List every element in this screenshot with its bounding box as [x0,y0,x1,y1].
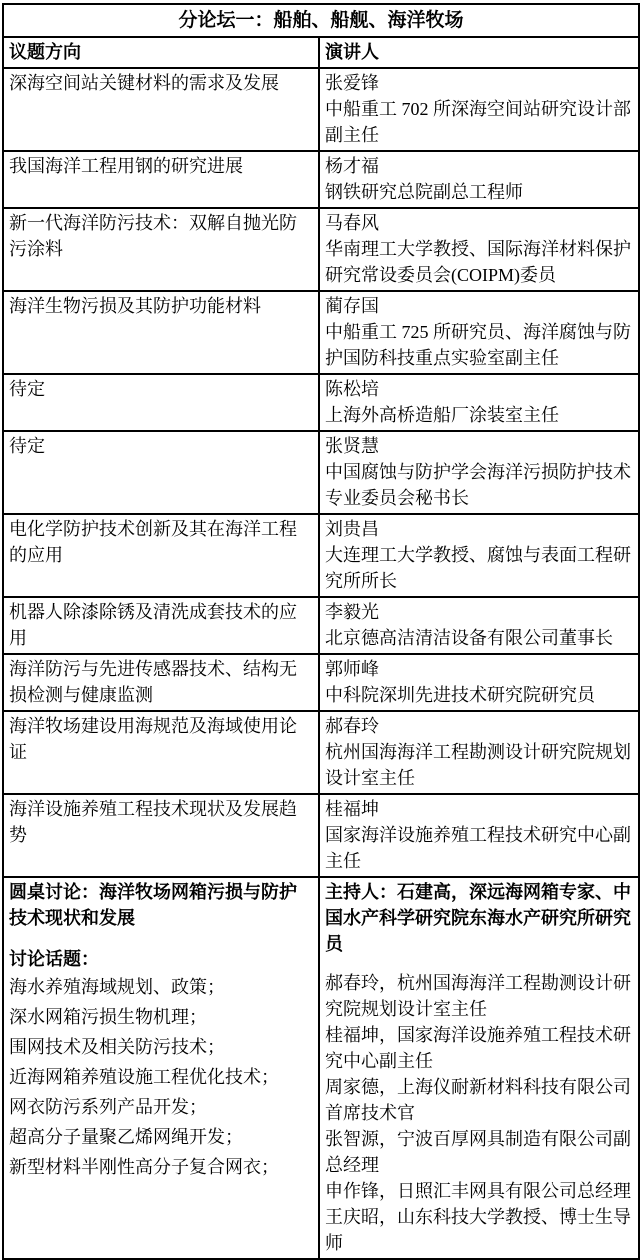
speaker-cell [319,654,639,711]
speaker-name: 张爱锋 [325,73,379,93]
discussion-topic-item: 海水养殖海域规划、政策； [9,977,225,997]
speaker-cell [319,794,639,877]
topic-cell: 海洋生物污损及其防护功能材料 [3,291,319,374]
discussion-topic-item: 新型材料半刚性高分子复合网衣； [9,1157,279,1177]
speaker-cell [319,711,639,794]
speaker-cell [319,374,639,431]
discussion-topic-item: 网衣防污系列产品开发； [9,1097,207,1117]
table-title: 分论坛一：船舶、船舰、海洋牧场 [3,4,639,37]
table-row [3,208,639,291]
speaker-name: 桂福坤 [325,799,379,819]
speaker-name: 张贤慧 [325,436,379,456]
table-row [3,151,639,208]
speaker-cell [319,151,639,208]
speaker-name: 马春风 [325,213,379,233]
topic-cell: 新一代海洋防污技术：双解自抛光防污涂料 [3,208,319,291]
roundtable-title: 圆桌讨论：海洋牧场网箱污损与防护技术现状和发展 [9,882,297,928]
speaker-cell [319,514,639,597]
roundtable-row [3,877,639,1259]
speaker-cell [319,597,639,654]
table-row [3,291,639,374]
speaker-name: 陈松培 [325,379,379,399]
speaker-affiliation: 钢铁研究总院副总工程师 [325,182,523,202]
speaker-affiliation: 中科院深圳先进技术研究院研究员 [325,685,595,705]
table-row [3,597,639,654]
table-row [3,374,639,431]
forum-schedule-table [2,3,640,1260]
table-row [3,68,639,151]
speaker-cell [319,208,639,291]
topic-cell: 海洋设施养殖工程技术现状及发展趋势 [3,794,319,877]
speaker-affiliation: 大连理工大学教授、腐蚀与表面工程研究所所长 [325,545,631,591]
speaker-cell [319,291,639,374]
speaker-affiliation: 国家海洋设施养殖工程技术研究中心副主任 [325,825,631,871]
roundtable-speaker-cell [319,877,639,1259]
table-row [3,514,639,597]
speaker-cell [319,68,639,151]
roundtable-panelist: 郝春玲，杭州国海海洋工程勘测设计研究院规划设计室主任 [325,973,631,1019]
column-header-topic: 议题方向 [3,37,319,68]
topic-cell: 待定 [3,374,319,431]
discussion-topic-item: 围网技术及相关防污技术； [9,1037,225,1057]
roundtable-panelist: 张智源，宁波百厚网具制造有限公司副总经理 [325,1129,631,1175]
discussion-topic-item: 深水网箱污损生物机理； [9,1007,207,1027]
speaker-affiliation: 中船重工 702 所深海空间站研究设计部副主任 [325,99,631,145]
speaker-name: 郝春玲 [325,716,379,736]
table-row [3,711,639,794]
roundtable-panelist: 周家德，上海仪耐新材料科技有限公司首席技术官 [325,1077,631,1123]
roundtable-panelist: 王庆昭，山东科技大学教授、博士生导师 [325,1207,631,1253]
speaker-name: 杨才福 [325,156,379,176]
speaker-affiliation: 杭州国海海洋工程勘测设计研究院规划设计室主任 [325,742,631,788]
speaker-affiliation: 中船重工 725 所研究员、海洋腐蚀与防护国防科技重点实验室副主任 [325,322,631,368]
table-row [3,654,639,711]
discussion-topic-item: 超高分子量聚乙烯网绳开发； [9,1127,243,1147]
speaker-name: 刘贵昌 [325,519,379,539]
table-row [3,794,639,877]
roundtable-moderator: 主持人：石建高，深远海网箱专家、中国水产科学研究院东海水产研究所研究员 [325,882,631,954]
speaker-name: 蔺存国 [325,296,379,316]
speaker-name: 郭师峰 [325,659,379,679]
roundtable-topic-cell [3,877,319,1259]
topic-cell: 电化学防护技术创新及其在海洋工程的应用 [3,514,319,597]
roundtable-panelist: 桂福坤，国家海洋设施养殖工程技术研究中心副主任 [325,1025,631,1071]
column-header-row [3,37,639,68]
discussion-topic-item: 近海网箱养殖设施工程优化技术； [9,1067,279,1087]
speaker-affiliation: 华南理工大学教授、国际海洋材料保护研究常设委员会(COIPM)委员 [325,239,631,285]
discussion-topics-label: 讨论话题： [9,949,99,969]
topic-cell: 我国海洋工程用钢的研究进展 [3,151,319,208]
speaker-affiliation: 中国腐蚀与防护学会海洋污损防护技术专业委员会秘书长 [325,462,631,508]
column-header-speaker: 演讲人 [319,37,639,68]
speaker-cell [319,431,639,514]
topic-cell: 海洋防污与先进传感器技术、结构无损检测与健康监测 [3,654,319,711]
topic-cell: 机器人除漆除锈及清洗成套技术的应用 [3,597,319,654]
table-row [3,431,639,514]
topic-cell: 深海空间站关键材料的需求及发展 [3,68,319,151]
title-row [3,4,639,37]
speaker-affiliation: 上海外高桥造船厂涂装室主任 [325,405,559,425]
topic-cell: 待定 [3,431,319,514]
roundtable-panelist: 申作锋，日照汇丰网具有限公司总经理 [325,1181,631,1201]
speaker-affiliation: 北京德高洁清洁设备有限公司董事长 [325,628,613,648]
speaker-name: 李毅光 [325,602,379,622]
topic-cell: 海洋牧场建设用海规范及海域使用论证 [3,711,319,794]
